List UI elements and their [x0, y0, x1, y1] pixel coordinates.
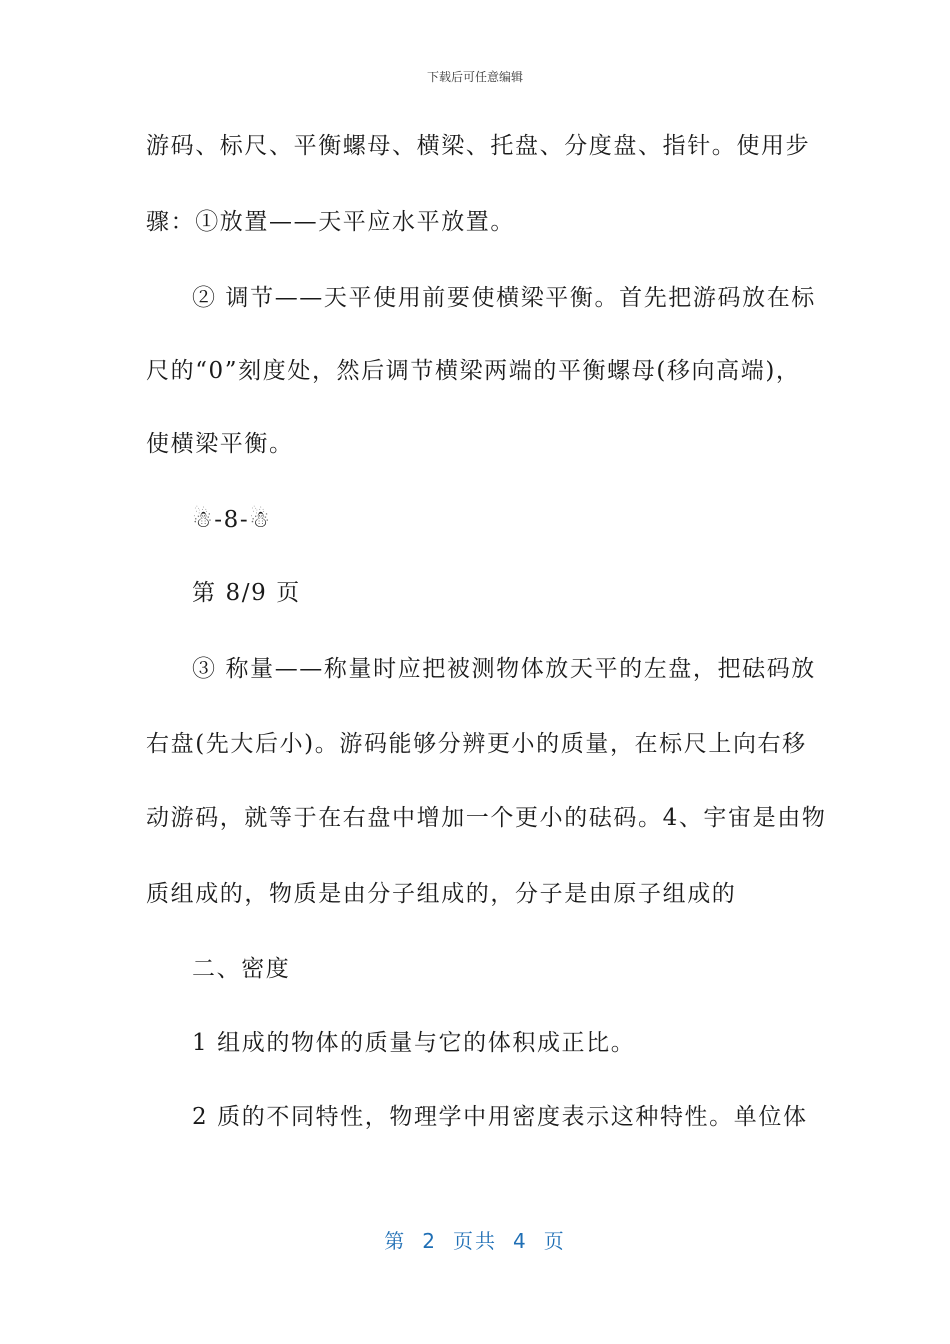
footer-prefix: 第 — [384, 1229, 407, 1253]
footer-current-page: 2 — [422, 1229, 437, 1253]
page-marker: ☃-8-☃ — [192, 507, 272, 533]
body-line-2: 骤：①放置——天平应水平放置。 — [146, 209, 515, 235]
body-line-14: 2 质的不同特性，物理学中用密度表示这种特性。单位体 — [192, 1104, 808, 1130]
body-line-9: 右盘(先大后小)。游码能够分辨更小的质量，在标尺上向右移 — [146, 731, 807, 757]
body-line-3: ② 调节——天平使用前要使横梁平衡。首先把游码放在标 — [192, 285, 816, 311]
body-line-5: 使横梁平衡。 — [146, 431, 294, 457]
footer-suffix: 页 — [543, 1229, 566, 1253]
body-line-4: 尺的“0”刻度处，然后调节横梁两端的平衡螺母(移向高端)， — [146, 358, 801, 384]
body-line-13: 1 组成的物体的质量与它的体积成正比。 — [192, 1030, 636, 1056]
body-line-1: 游码、标尺、平衡螺母、横梁、托盘、分度盘、指针。使用步 — [146, 133, 811, 159]
body-line-11: 质组成的，物质是由分子组成的，分子是由原子组成的 — [146, 881, 737, 907]
page-footer — [0, 1225, 950, 1254]
footer-middle: 页共 — [453, 1229, 497, 1253]
body-line-8: ③ 称量——称量时应把被测物体放天平的左盘，把砝码放 — [192, 656, 816, 682]
body-line-10: 动游码，就等于在右盘中增加一个更小的砝码。4、宇宙是由物 — [146, 805, 827, 831]
page-header-note: 下载后可任意编辑 — [426, 70, 523, 84]
footer-total-pages: 4 — [513, 1229, 528, 1253]
page-number-note: 第 8/9 页 — [192, 580, 301, 606]
section-heading-density: 二、密度 — [192, 956, 291, 982]
